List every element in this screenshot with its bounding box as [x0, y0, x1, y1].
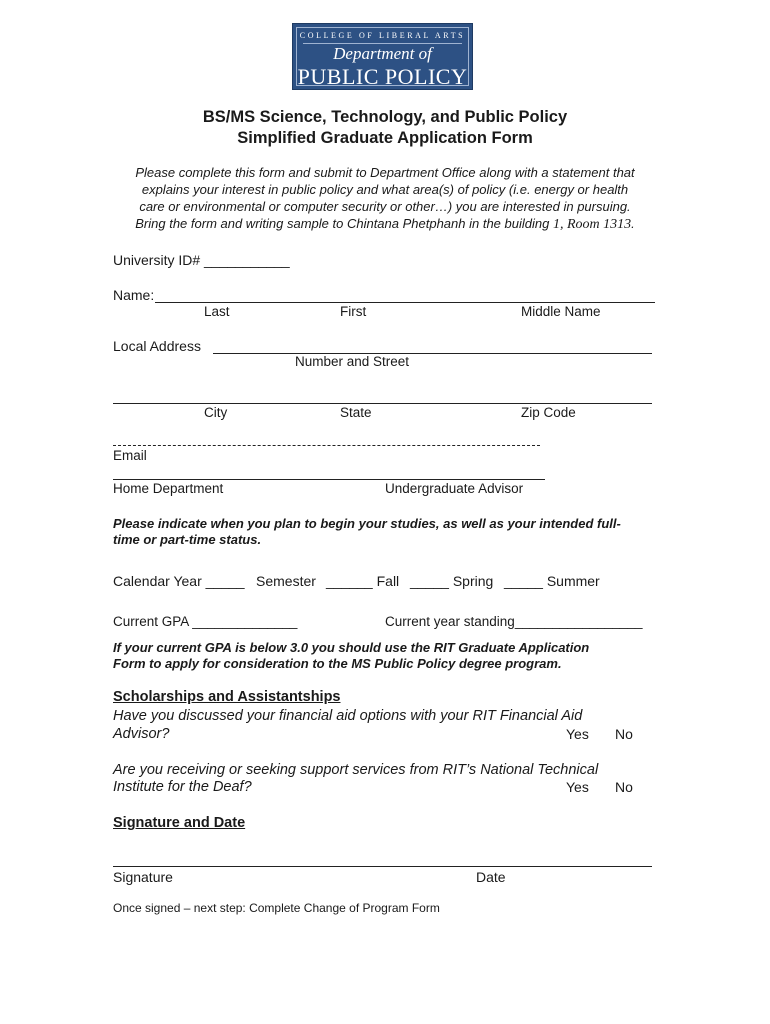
current-gpa-field[interactable]: Current GPA ______________	[113, 614, 298, 629]
ntid-question-line2: Institute for the Deaf?	[113, 779, 252, 795]
intro-period: .	[631, 216, 635, 231]
signature-date-field[interactable]	[113, 866, 652, 867]
ntid-no-option[interactable]: No	[615, 779, 633, 795]
department-logo	[292, 23, 473, 90]
logo-college-text: COLLEGE OF LIBERAL ARTS	[299, 31, 466, 40]
state-label: State	[340, 405, 372, 420]
city-state-zip-field[interactable]	[113, 403, 652, 404]
signature-heading: Signature and Date	[113, 815, 246, 831]
semester-label: Semester	[256, 573, 316, 589]
summer-option[interactable]: _____ Summer	[504, 573, 600, 589]
studies-instruction-line2: time or part-time status.	[113, 532, 262, 547]
name-field[interactable]	[155, 302, 655, 303]
studies-instruction-line1: Please indicate when you plan to begin your studies, as well as your intended full-	[113, 516, 621, 531]
date-label: Date	[476, 869, 506, 885]
name-first-label: First	[340, 304, 367, 319]
ntid-question-line1: Are you receiving or seeking support services from RIT’s National Technical	[113, 762, 599, 778]
signature-label: Signature	[113, 869, 173, 885]
name-last-label: Last	[204, 304, 230, 319]
gpa-note-line1: If your current GPA is below 3.0 you should use the RIT Graduate Application	[113, 640, 590, 655]
intro-line4-text: Bring the form and writing sample to Chintana Phetphanh in the building	[135, 216, 553, 231]
ntid-yes-option[interactable]: Yes	[566, 779, 589, 795]
financial-aid-no-option[interactable]: No	[615, 726, 633, 742]
financial-aid-question-line1: Have you discussed your financial aid options with your RIT Financial Aid	[113, 708, 583, 724]
city-label: City	[204, 405, 228, 420]
name-label: Name:	[113, 287, 155, 303]
fall-option[interactable]: ______ Fall	[326, 573, 400, 589]
current-year-field[interactable]: Current year standing_________________	[385, 614, 643, 629]
intro-line1: Please complete this form and submit to Department Office along with a statement that	[135, 165, 635, 180]
logo-policy-text: PUBLIC POLICY	[297, 64, 468, 89]
home-department-label: Home Department	[113, 481, 224, 496]
financial-aid-question-line2: Advisor?	[113, 726, 170, 742]
name-middle-label: Middle Name	[521, 304, 601, 319]
zip-label: Zip Code	[521, 405, 576, 420]
address-street-field[interactable]	[213, 353, 652, 354]
gpa-note-line2: Form to apply for consideration to the MS Public Policy degree program.	[113, 656, 562, 671]
form-title-line2: Simplified Graduate Application Form	[237, 129, 533, 147]
calendar-year-field[interactable]: Calendar Year _____	[113, 573, 245, 589]
intro-line3: care or environmental or computer security or other…) you are interested in pursuing.	[139, 199, 631, 214]
address-street-label: Number and Street	[295, 354, 410, 369]
spring-option[interactable]: _____ Spring	[410, 573, 494, 589]
email-field[interactable]	[113, 445, 540, 446]
undergrad-advisor-label: Undergraduate Advisor	[385, 481, 524, 496]
email-label: Email	[113, 448, 147, 463]
intro-line4	[0, 216, 770, 233]
intro-room: 1, Room 1313	[552, 217, 632, 232]
logo-frame	[296, 27, 469, 89]
financial-aid-yes-option[interactable]: Yes	[566, 726, 589, 742]
address-label: Local Address	[113, 338, 201, 354]
next-step-note: Once signed – next step: Complete Change of Program Form	[113, 901, 440, 915]
scholarships-heading: Scholarships and Assistantships	[113, 689, 341, 705]
form-title-line1: BS/MS Science, Technology, and Public Policy	[202, 108, 568, 126]
intro-line2: explains your interest in public policy and what area(s) of policy (i.e. energy or health	[141, 182, 629, 197]
department-advisor-field[interactable]	[113, 479, 545, 480]
logo-department-text: Department of	[333, 44, 432, 63]
university-id-field[interactable]: University ID# ___________	[113, 252, 290, 268]
